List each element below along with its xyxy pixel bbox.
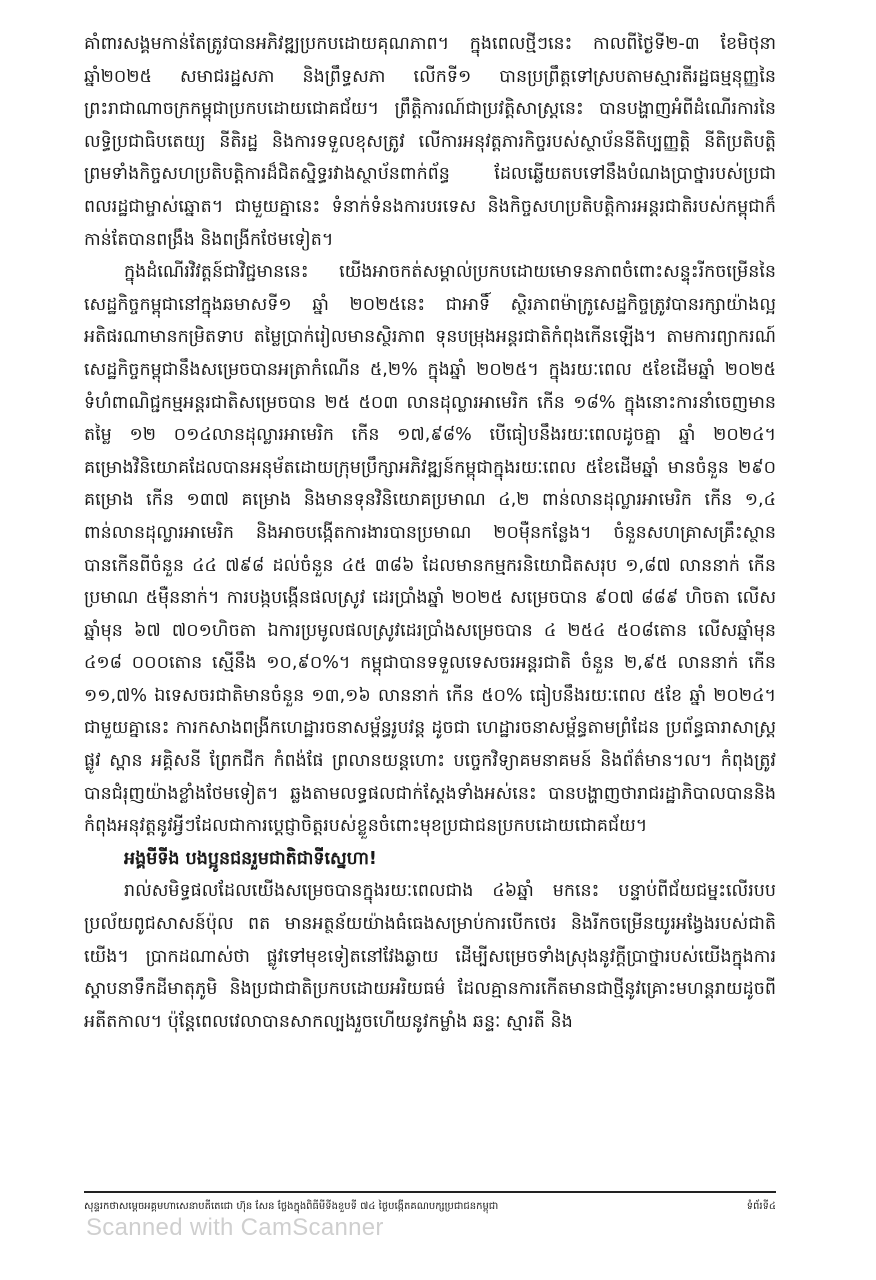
- page-number: ទំព័រទី៤: [746, 1201, 776, 1212]
- scanner-watermark: Scanned with CamScanner: [86, 1214, 384, 1241]
- section-heading: អង្គមីទីង បងប្អូនជនរួមជាតិជាទីស្នេហា!: [124, 848, 377, 869]
- body-paragraph-1: គាំពារសង្គមកាន់តែត្រូវបានអភិវឌ្ឍប្រកបដោយគុណភាព។ ក្នុងពេលថ្មីៗនេះ កាលពីថ្ងៃទី២-៣ ខែមិថុនា ឆ្នាំ២០២៥ សមាជរដ្ឋសភា និងព្រឹទ្ធសភា លើកទី១ បានប្រព្រឹត្តទៅស្របតាមស្មារតីរដ្ឋធម្មនុញ្ញនៃព្រះរាជាណាចក្រកម្ពុជាប្រកបដោយជោគជ័យ។ ព្រឹត្តិការណ៍ជាប្រវត្តិសាស្ត្រនេះ បានបង្ហាញអំពីដំណើរការនៃលទ្ធិប្រជាធិបតេយ្យ នីតិរដ្ឋ និងការទទួលខុសត្រូវ លើការអនុវត្តភារកិច្ចរបស់ស្ថាប័ននីតិប្បញ្ញត្តិ នីតិប្រតិបត្តិ ព្រមទាំងកិច្ចសហប្រតិបត្តិការដ៏ជិតស្និទ្ធរវាងស្ថាប័នពាក់ព័ន្ធ ដែលឆ្លើយតបទៅនឹងបំណងប្រាថ្នារបស់ប្រជាពលរដ្ឋជាម្ចាស់ឆ្នោត។ ជាមួយគ្នានេះ ទំនាក់ទំនងការបរទេស និងកិច្ចសហប្រតិបត្តិការអន្តរជាតិរបស់កម្ពុជាក៏កាន់តែបានពង្រឹង និងពង្រីកថែមទៀត។: [84, 34, 776, 250]
- body-paragraph-3: រាល់សមិទ្ធផលដែលយើងសម្រេចបានក្នុងរយៈពេលជាង ៤៦ឆ្នាំ មកនេះ បន្ទាប់ពីជ័យជម្នះលើរបបប្រល័យពូជសាសន៍ប៉ុល ពត មានអត្ថន័យយ៉ាងធំធេងសម្រាប់ការបើកថេរ និងរីកចម្រើនយូរអង្វែងរបស់ជាតិយើង។ ប្រាកដណាស់ថា ផ្លូវទៅមុខទៀតនៅវែងឆ្ងាយ ដើម្បីសម្រេចទាំងស្រុងនូវក្តីប្រាថ្នារបស់យើងក្នុងការស្តាបនាទឹកដីមាតុភូមិ និងប្រជាជាតិប្រកបដោយអរិយធម៌ ដែលគ្មានការកើតមានជាថ្មីនូវគ្រោះមហន្តរាយដូចពីអតីតកាល។ ប៉ុន្តែពេលវេលាបានសាកល្បងរួចហើយនូវកម្លាំង ឆន្ទៈ ស្មារតី និង: [84, 881, 776, 1032]
- footer-caption: សុន្ទរកថាសម្តេចអគ្គមហាសេនាបតីតេជោ ហ៊ុន សែន ថ្លែងក្នុងពិធីមីទីងខួបទី ៧៤ ថ្ងៃបង្កើតគណបក្សប្រជាជនកម្ពុជា: [84, 1201, 499, 1212]
- page-body: [84, 28, 776, 1038]
- footer-divider: [84, 1191, 776, 1193]
- body-paragraph-2: ក្នុងដំណើរវិវត្តន៍ជាវិជ្ជមាននេះ យើងអាចកត់សម្គាល់ប្រកបដោយមោទនភាពចំពោះសន្ទុះរីកចម្រើននៃសេដ្ឋកិច្ចកម្ពុជានៅក្នុងឆមាសទី១ ឆ្នាំ ២០២៥នេះ ជាអាទិ៍ ស្ថិរភាពម៉ាក្រូសេដ្ឋកិច្ចត្រូវបានរក្សាយ៉ាងល្អ អតិផរណាមានកម្រិតទាប តម្លៃប្រាក់រៀលមានស្ថិរភាព ទុនបម្រុងអន្តរជាតិកំពុងកើនឡើង។ តាមការព្យាករណ៍សេដ្ឋកិច្ចកម្ពុជានឹងសម្រេចបានអត្រាកំណើន ៥,២% ក្នុងឆ្នាំ ២០២៥។ ក្នុងរយៈពេល ៥ខែដើមឆ្នាំ ២០២៥ ទំហំពាណិជ្ជកម្មអន្តរជាតិសម្រេចបាន ២៥ ៥០៣ លានដុល្លារអាមេរិក កើន ១៨% ក្នុងនោះការនាំចេញមានតម្លៃ ១២ ០១៤លានដុល្លារអាមេរិក កើន ១៧,៩៨% បើធៀបនឹងរយៈពេលដូចគ្នា ឆ្នាំ ២០២៤។ គម្រោងវិនិយោគដែលបានអនុម័តដោយក្រុមប្រឹក្សាអភិវឌ្ឍន៍កម្ពុជាក្នុងរយៈពេល ៥ខែដើមឆ្នាំ មានចំនួន ២៩០ គម្រោង កើន ១៣៧ គម្រោង និងមានទុនវិនិយោគប្រមាណ ៤,២ ពាន់លានដុល្លារអាមេរិក កើន ១,៤ ពាន់លានដុល្លារអាមេរិក និងអាចបង្កើតការងារបានប្រមាណ ២០ម៉ឺនកន្លែង។ ចំនួនសហគ្រាសគ្រឹះស្ថានបានកើនពីចំនួន ៤៤ ៧៩៨ ដល់ចំនួន ៤៥ ៣៨៦ ដែលមានកម្មករនិយោជិតសរុប ១,៨៧ លាននាក់ កើនប្រមាណ ៥ម៉ឺននាក់។ ការបង្កបង្កើនផលស្រូវ ដេរប្រាំងឆ្នាំ ២០២៥ សម្រេចបាន ៩០៧ ៨៨៩ ហិចតា លើសឆ្នាំមុន ៦៧ ៧០១ហិចតា ឯការប្រមូលផលស្រូវដេរប្រាំងសម្រេចបាន ៤ ២៥៤ ៥០៨តោន លើសឆ្នាំមុន ៤១៨ ០០០តោន ស្មើនឹង ១០,៩០%។ កម្ពុជាបានទទួលទេសចរអន្តរជាតិ ចំនួន ២,៩៥ លាននាក់ កើន ១១,៧% ឯទេសចរជាតិមានចំនួន ១៣,១៦ លាននាក់ កើន ៥០% ធៀបនឹងរយៈពេល ៥ខែ ឆ្នាំ ២០២៤។ ជាមួយគ្នានេះ ការកសាងពង្រីកហេដ្ឋារចនាសម្ព័ន្ធរូបវន្ត ដូចជា ហេដ្ឋារចនាសម្ព័ន្ធតាមព្រំដែន ប្រព័ន្ធធារាសាស្ត្រ ផ្លូវ ស្ពាន អគ្គិសនី ព្រែកជីក កំពង់ផែ ព្រលានយន្តហោះ បច្ចេកវិទ្យាគមនាគមន៍ និងព័ត៌មាន។ល។ កំពុងត្រូវបានជំរុញយ៉ាងខ្លាំងថែមទៀត។ ឆ្លងតាមលទ្ធផលជាក់ស្តែងទាំងអស់នេះ បានបង្ហាញថារាជរដ្ឋាភិបាលបាននិងកំពុងអនុវត្តនូវអ្វីៗដែលជាការប្តេជ្ញាចិត្តរបស់ខ្លួនចំពោះមុខប្រជាជនប្រកបដោយជោគជ័យ។: [84, 262, 776, 837]
